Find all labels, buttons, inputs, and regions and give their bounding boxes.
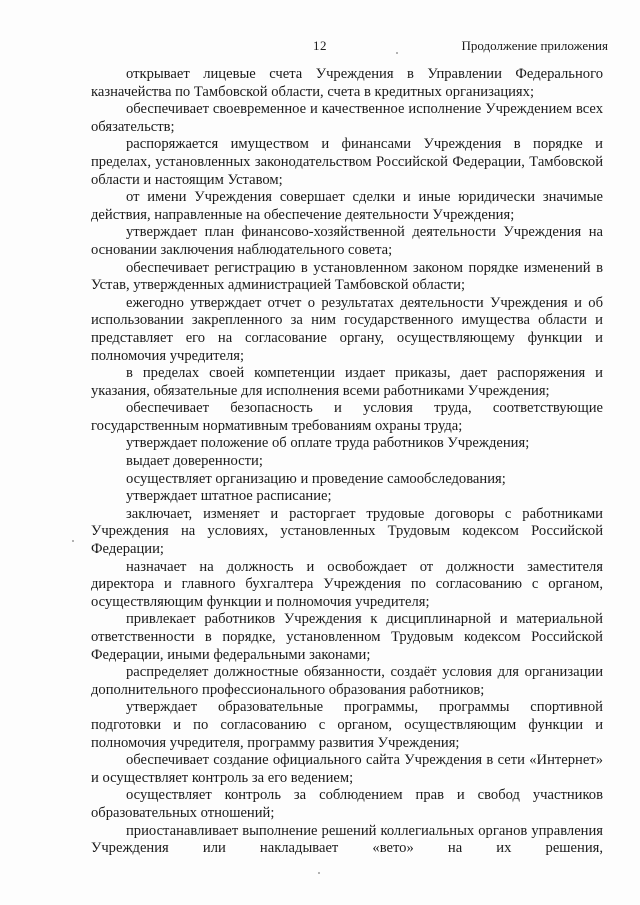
scan-speck <box>318 872 320 874</box>
paragraph: в пределах своей компетенции издает приказы, дает распоряжения и указания, обязательные для исполнения всеми работниками Учреждения; <box>91 365 603 399</box>
continuation-note: Продолжение приложения <box>461 38 608 53</box>
paragraph: привлекает работников Учреждения к дисциплинарной и материальной ответственности в порядке, установленном Трудовым кодексом Российской Федерации, иными федеральными законами; <box>91 611 603 663</box>
paragraph: обеспечивает создание официального сайта Учреждения в сети «Интернет» и осуществляет контроль за его ведением; <box>91 752 603 786</box>
paragraph: распоряжается имуществом и финансами Учреждения в порядке и пределах, установленных законодательством Российской Федерации, Тамбовской области и настоящим Уставом; <box>91 136 603 188</box>
paragraph: распределяет должностные обязанности, создаёт условия для организации дополнительного профессионального образования работников; <box>91 664 603 698</box>
paragraph: осуществляет организацию и проведение самообследования; <box>126 470 506 487</box>
paragraph: осуществляет контроль за соблюдением прав и свобод участников образовательных отношений; <box>91 787 603 821</box>
paragraph: утверждает положение об оплате труда работников Учреждения; <box>126 435 530 452</box>
scan-speck <box>396 52 398 54</box>
paragraph: утверждает образовательные программы, программы спортивной подготовки и по согласованию с органом, осуществляющим функции и полномочия учредителя, программу развития Учреждения; <box>91 699 603 751</box>
body-text <box>91 66 603 858</box>
scan-speck <box>72 540 74 542</box>
paragraph: утверждает план финансово-хозяйственной деятельности Учреждения на основании заключения наблюдательного совета; <box>91 224 603 258</box>
paragraph: открывает лицевые счета Учреждения в Управлении Федерального казначейства по Тамбовской области, счета в кредитных организациях; <box>91 66 603 100</box>
paragraph: обеспечивает безопасность и условия труда, соответствующие государственным нормативным требованиям охраны труда; <box>91 400 603 434</box>
page-number: 12 <box>313 38 327 53</box>
paragraph: от имени Учреждения совершает сделки и иные юридически значимые действия, направленные на обеспечение деятельности Учреждения; <box>91 189 603 223</box>
paragraph: назначает на должность и освобождает от должности заместителя директора и главного бухгалтера Учреждения по согласованию с органом, осуществляющим функции и полномочия учредителя; <box>91 558 603 610</box>
paragraph: приостанавливает выполнение решений коллегиальных органов управления Учреждения или накладывает «вето» на их решения, <box>91 822 603 857</box>
paragraph: выдает доверенности; <box>126 453 263 470</box>
paragraph: обеспечивает своевременное и качественное исполнение Учреждением всех обязательств; <box>91 101 603 135</box>
paragraph: обеспечивает регистрацию в установленном законом порядке изменений в Устав, утвержденных администрацией Тамбовской области; <box>91 259 603 294</box>
paragraph: заключает, изменяет и расторгает трудовые договоры с работниками Учреждения на условиях, установленных Трудовым кодексом Российской Федерации; <box>91 505 603 558</box>
paragraph: ежегодно утверждает отчет о результатах деятельности Учреждения и об использовании закрепленного за ним государственного имущества области и представляет его на согласование органу, осуществляющему функции и полномочия учредителя; <box>91 294 603 364</box>
paragraph: утверждает штатное расписание; <box>126 488 332 505</box>
